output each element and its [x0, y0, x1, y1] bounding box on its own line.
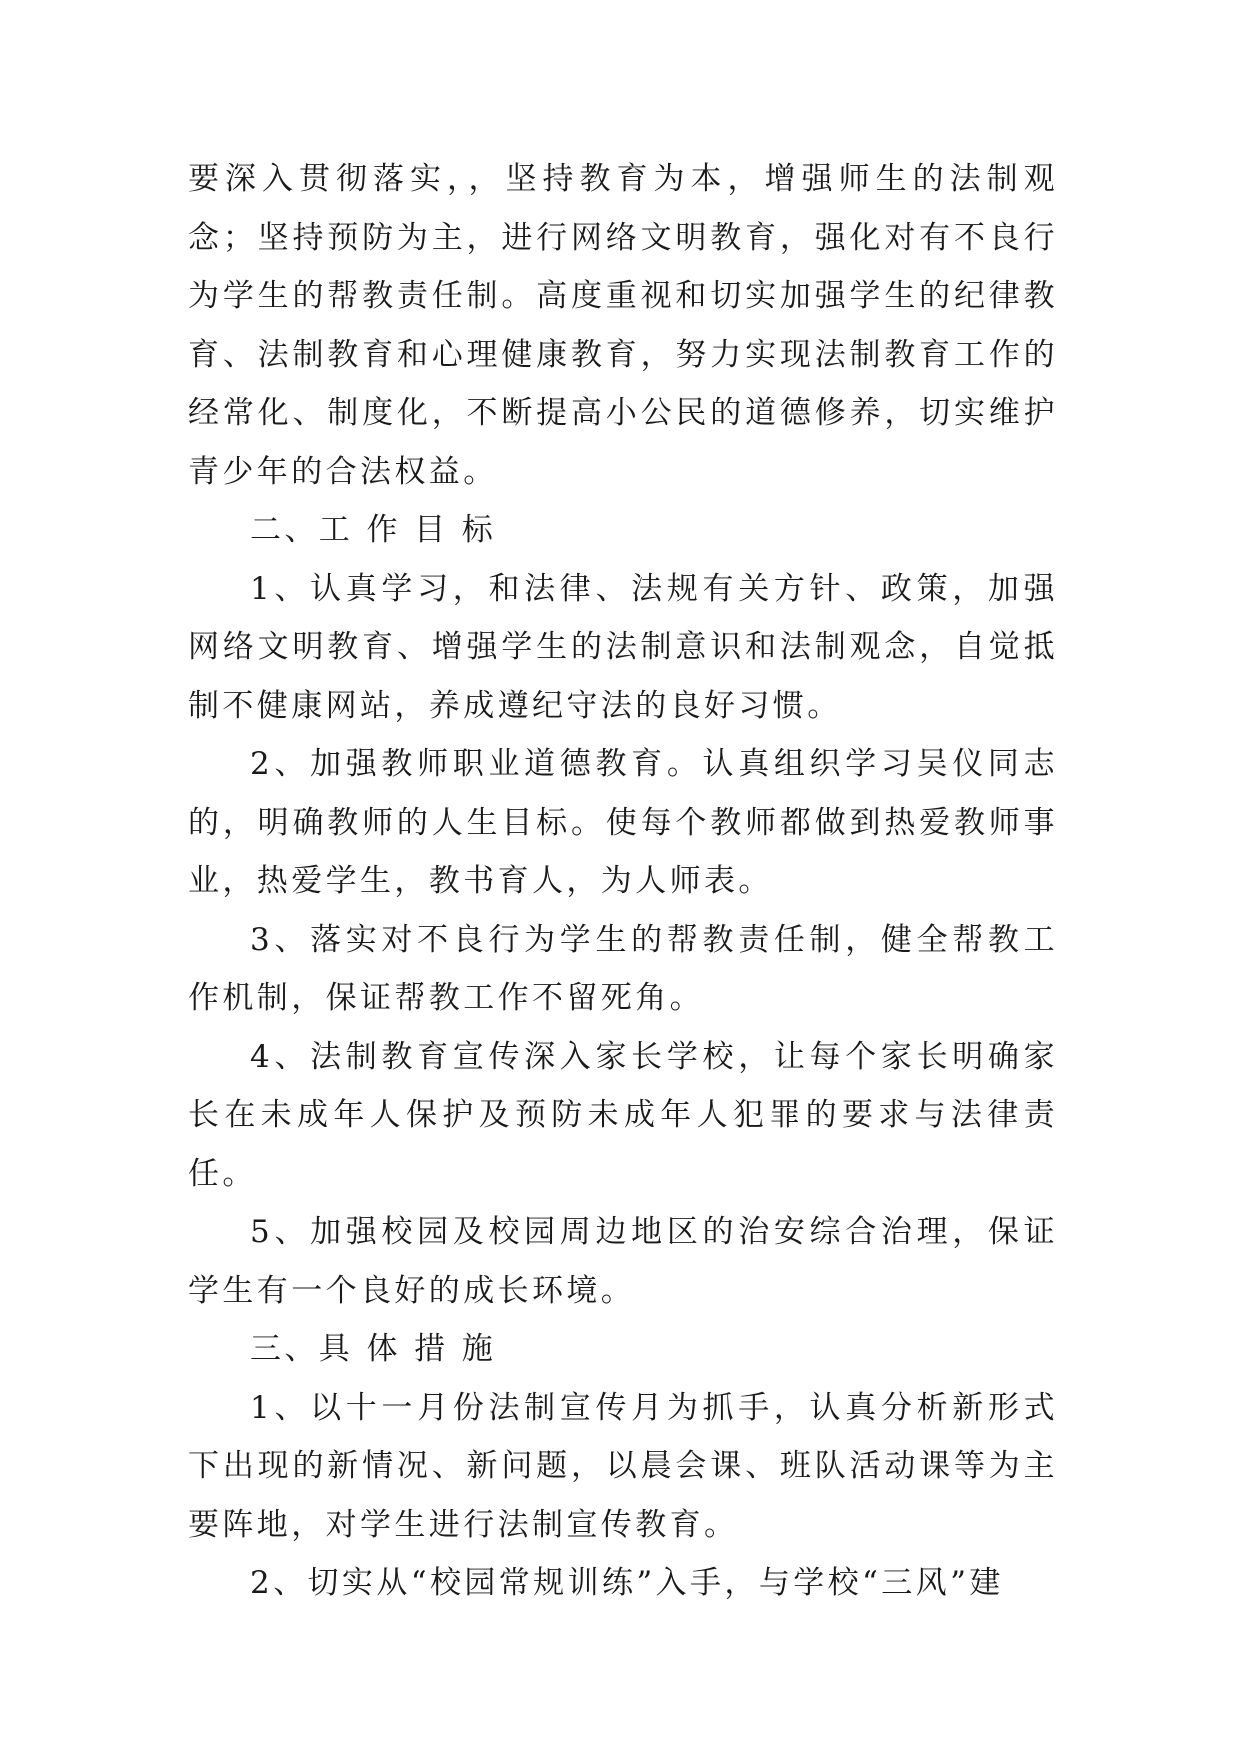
section-heading-work-goals: 二、工 作 目 标 [250, 512, 497, 548]
document-body [188, 150, 1058, 1613]
goal-item-5: 5、加强校园及校园周边地区的治安综合治理，保证学生有一个良好的成长环境。 [188, 1214, 1058, 1309]
section-heading-specific-measures: 三、具 体 措 施 [250, 1331, 497, 1367]
goal-item-1: 1、认真学习，和法律、法规有关方针、政策，加强网络文明教育、增强学生的法制意识和法制观念，自觉抵制不健康网站，养成遵纪守法的良好习惯。 [188, 570, 1058, 724]
goal-item-2: 2、加强教师职业道德教育。认真组织学习吴仪同志的，明确教师的人生目标。使每个教师都做到热爱教师事业，热爱学生，教书育人，为人师表。 [188, 746, 1058, 899]
goal-item-3: 3、落实对不良行为学生的帮教责任制，健全帮教工作机制，保证帮教工作不留死角。 [188, 921, 1058, 1016]
measure-item-2: 2、切实从“校园常规训练”入手，与学校“三风”建 [250, 1565, 1004, 1601]
paragraph-intro-continuation: 要深入贯彻落实，，坚持教育为本，增强师生的法制观念；坚持预防为主，进行网络文明教育，强化对有不良行为学生的帮教责任制。高度重视和切实加强学生的纪律教育、法制教育和心理健康教育，努力实现法制教育工作的经常化、制度化，不断提高小公民的道德修养，切实维护青少年的合法权益。 [188, 161, 1058, 490]
goal-item-4: 4、法制教育宣传深入家长学校，让每个家长明确家长在未成年人保护及预防未成年人犯罪的要求与法律责任。 [188, 1038, 1058, 1192]
measure-item-1: 1、以十一月份法制宣传月为抓手，认真分析新形式下出现的新情况、新问题，以晨会课、班队活动课等为主要阵地，对学生进行法制宣传教育。 [188, 1389, 1058, 1543]
